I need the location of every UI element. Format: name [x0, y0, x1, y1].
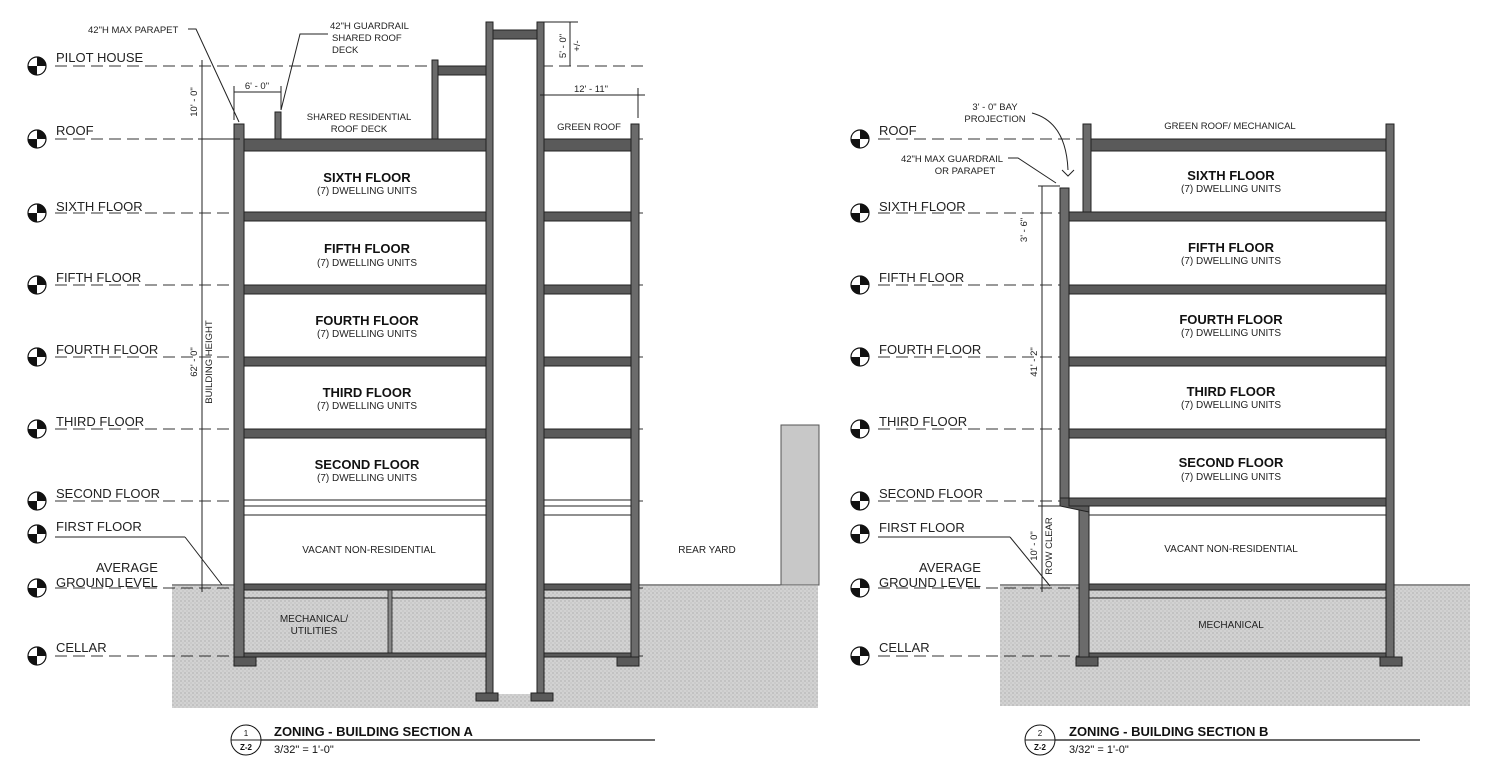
title-block-b [1025, 724, 1420, 756]
level-labels-b [879, 123, 983, 655]
ground-fill-b [1000, 586, 1470, 706]
level-label-roof: ROOF [56, 123, 94, 138]
section-title-a: ZONING - BUILDING SECTION A [274, 724, 473, 739]
level-label-avg-ground-1: AVERAGE [96, 560, 158, 575]
floor-title-sixth-b: SIXTH FLOOR [1187, 168, 1275, 183]
units-third-b: (7) DWELLING UNITS [1180, 400, 1282, 411]
mech-label-b: MECHANICAL [1198, 620, 1264, 631]
level-label-first-b: FIRST FLOOR [879, 520, 965, 535]
floor-title-second-a: SECOND FLOOR [314, 457, 420, 472]
roof-deck-label-1: SHARED RESIDENTIAL [306, 112, 412, 123]
level-label-cellar: CELLAR [56, 640, 107, 655]
floor-title-third-b: THIRD FLOOR [1186, 384, 1276, 399]
dim-plus-minus: +/- [572, 40, 583, 52]
section-a [28, 21, 819, 756]
floor-title-fourth-b: FOURTH FLOOR [1179, 312, 1283, 327]
section-scale-a: 3/32" = 1'-0" [274, 744, 334, 756]
units-second-a: (7) DWELLING UNITS [316, 473, 418, 484]
units-second-b: (7) DWELLING UNITS [1180, 472, 1282, 483]
units-fifth-a: (7) DWELLING UNITS [316, 258, 418, 269]
title-block-a [231, 724, 655, 756]
bubble-sheet-b: Z-2 [1034, 743, 1046, 752]
dim-3-6: 3' - 6" [1019, 217, 1030, 243]
floor-title-third-a: THIRD FLOOR [322, 385, 412, 400]
green-roof-mech-label: GREEN ROOF/ MECHANICAL [1164, 121, 1296, 132]
floor-title-second-b: SECOND FLOOR [1178, 455, 1284, 470]
bay-note-2: PROJECTION [964, 114, 1026, 125]
guardrail-note-b-1: 42"H MAX GUARDRAIL [900, 154, 1004, 165]
level-label-fifth-b: FIFTH FLOOR [879, 270, 965, 285]
bubble-number-a: 1 [243, 729, 249, 738]
section-title-b: ZONING - BUILDING SECTION B [1069, 724, 1269, 739]
units-fourth-a: (7) DWELLING UNITS [316, 329, 418, 340]
level-label-avg-ground-2: GROUND LEVEL [56, 575, 158, 590]
guardrail-note-1: 42"H GUARDRAIL [330, 21, 409, 32]
level-label-avg-ground-1-b: AVERAGE [919, 560, 981, 575]
level-label-roof-b: ROOF [879, 123, 917, 138]
units-sixth-a: (7) DWELLING UNITS [316, 186, 418, 197]
vacant-label-a: VACANT NON-RESIDENTIAL [302, 545, 436, 556]
vacant-label-b: VACANT NON-RESIDENTIAL [1164, 544, 1298, 555]
level-markers-a [28, 57, 46, 665]
roof-deck-label-2: ROOF DECK [330, 124, 388, 135]
dim-10-0-b: 10' - 0" [1029, 531, 1040, 561]
level-label-cellar-b: CELLAR [879, 640, 930, 655]
units-fourth-b: (7) DWELLING UNITS [1180, 328, 1282, 339]
level-label-sixth-b: SIXTH FLOOR [879, 199, 966, 214]
guardrail-note-3: DECK [332, 45, 359, 56]
dim-5-0: 5' - 0" [558, 33, 569, 59]
section-scale-b: 3/32" = 1'-0" [1069, 744, 1129, 756]
mech-label-a-2: UTILITIES [290, 626, 338, 637]
neighbor-building [781, 425, 819, 585]
level-label-fourth-b: FOURTH FLOOR [879, 342, 982, 357]
units-sixth-b: (7) DWELLING UNITS [1180, 184, 1282, 195]
dim-41-2: 41' - 2" [1029, 347, 1040, 377]
level-markers-b [851, 130, 869, 665]
level-label-third: THIRD FLOOR [56, 414, 145, 429]
dim-10-0-a: 10' - 0" [189, 87, 200, 117]
floor-title-sixth-a: SIXTH FLOOR [323, 170, 411, 185]
section-b [851, 102, 1470, 756]
dim-12-11: 12' - 11" [573, 84, 609, 95]
level-label-pilot-house: PILOT HOUSE [56, 50, 144, 65]
green-roof-label-a: GREEN ROOF [557, 122, 621, 133]
guardrail-note-b-2: OR PARAPET [934, 166, 996, 177]
level-labels-a [56, 50, 160, 655]
level-label-third-b: THIRD FLOOR [879, 414, 968, 429]
floor-title-fifth-b: FIFTH FLOOR [1188, 240, 1274, 255]
units-fifth-b: (7) DWELLING UNITS [1180, 256, 1282, 267]
guardrail-note-2: SHARED ROOF [332, 33, 402, 44]
level-label-sixth: SIXTH FLOOR [56, 199, 143, 214]
level-label-second: SECOND FLOOR [56, 486, 161, 501]
floor-title-fourth-a: FOURTH FLOOR [315, 313, 419, 328]
rear-yard-label: REAR YARD [678, 545, 736, 556]
bay-note-1: 3' - 0" BAY [972, 102, 1018, 113]
level-label-fourth: FOURTH FLOOR [56, 342, 159, 357]
level-label-second-b: SECOND FLOOR [879, 486, 984, 501]
room-labels-b [1164, 121, 1298, 631]
row-clear-label: ROW CLEAR [1044, 517, 1055, 575]
units-third-a: (7) DWELLING UNITS [316, 401, 418, 412]
dim-6-0: 6' - 0" [244, 81, 270, 92]
building-height-label: BUILDING HEIGHT [204, 320, 215, 404]
bubble-sheet-a: Z-2 [240, 743, 252, 752]
dim-62-0: 62' - 0" [189, 347, 200, 377]
bubble-number-b: 2 [1037, 729, 1043, 738]
level-label-first: FIRST FLOOR [56, 519, 142, 534]
mech-label-a-1: MECHANICAL/ [279, 614, 349, 625]
level-label-fifth: FIFTH FLOOR [56, 270, 142, 285]
level-label-avg-ground-2-b: GROUND LEVEL [879, 575, 981, 590]
floor-title-fifth-a: FIFTH FLOOR [324, 241, 410, 256]
parapet-note: 42"H MAX PARAPET [88, 25, 179, 36]
